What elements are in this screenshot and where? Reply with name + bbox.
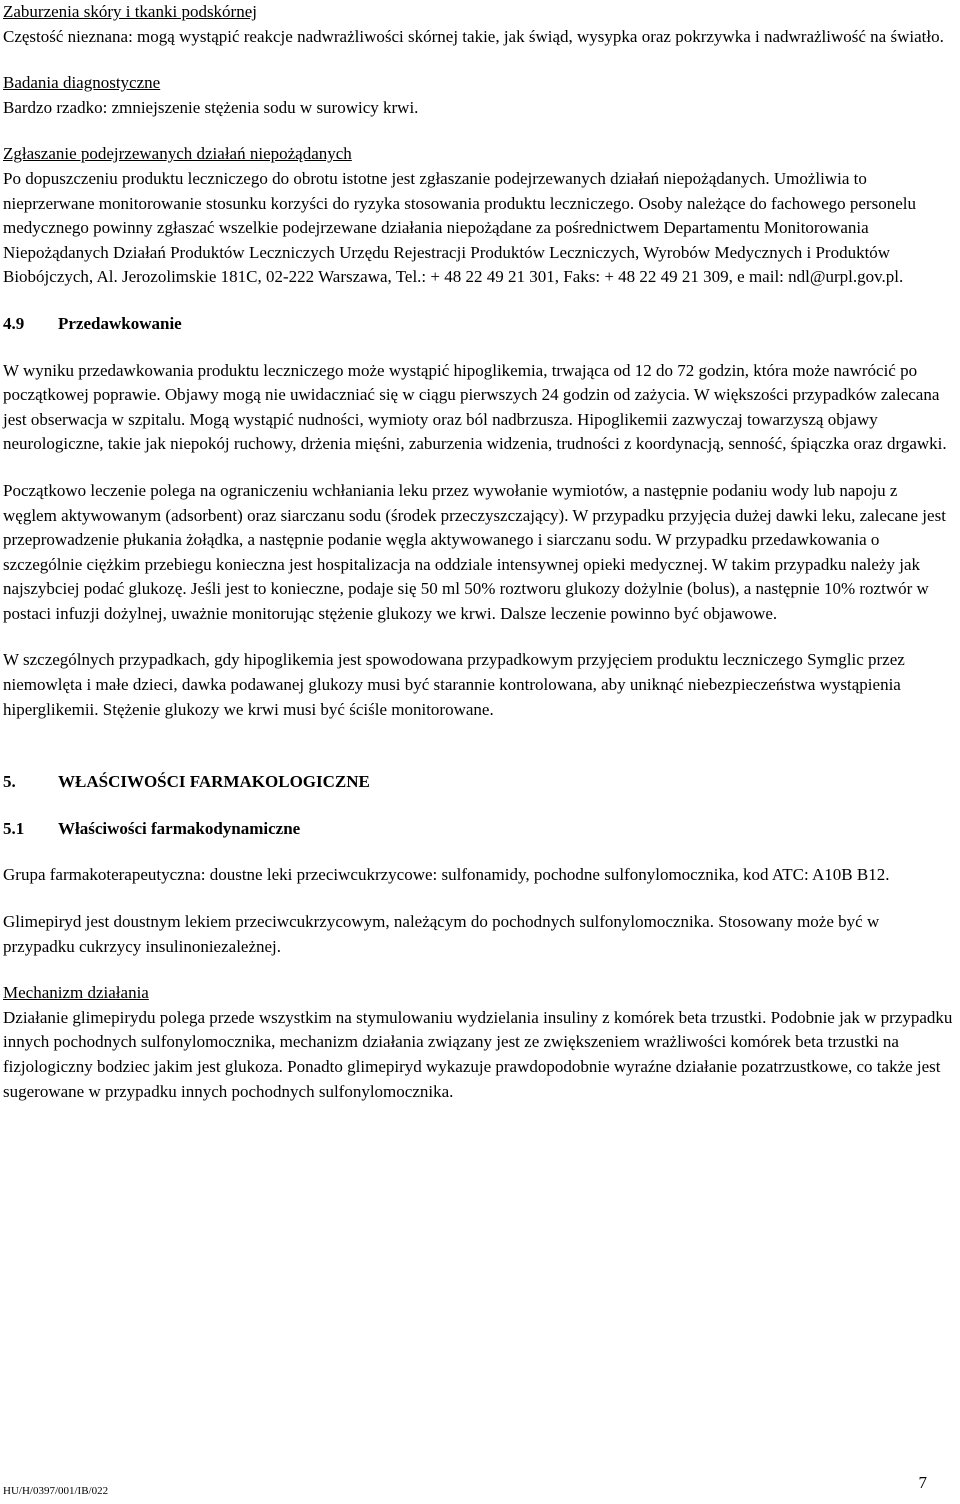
skin-disorders-text: Częstość nieznana: mogą wystąpić reakcje nadwrażliwości skórnej takie, jak świąd, wysypka oraz pokrzywka i nadwrażliwość na światło.	[3, 26, 944, 46]
document-page	[3, 0, 955, 1104]
pharmacodynamic-paragraph-1: Grupa farmakoterapeutyczna: doustne leki przeciwcukrzycowe: sulfonamidy, pochodne sulfonylomocznika, kod ATC: A10B B12.	[3, 865, 890, 885]
overdose-paragraph-2: Początkowo leczenie polega na ograniczeniu wchłaniania leku przez wywołanie wymiotów, a następnie podaniu wody lub napoju z węglem aktywowanym (adsorbent) oraz siarczanu sodu (środek przeczyszczający). W przypadku przyjęcia dużej dawki leku, zalecane jest przeprowadzenie płukania żołądka, a następnie podanie węgla aktywowanego i siarczanu sodu. W przypadku przedawkowania o szczególnie ciężkim przebiegu konieczna jest hospitalizacja na oddziale intensywnej opieki medycznej. W takim przypadku należy jak najszybciej podać glukozę. Jeśli jest to konieczne, podaje się 50 ml 50% roztworu glukozy dożylnie (bolus), a następnie 10% roztwór w postaci infuzji dożylnej, uważnie monitorując stężenie glukozy we krwi. Dalsze leczenie powinno być objawowe.	[3, 480, 946, 623]
section-title: Przedawkowanie	[58, 313, 182, 333]
section-title: Właściwości farmakodynamiczne	[58, 818, 301, 838]
skin-disorders-heading: Zaburzenia skóry i tkanki podskórnej	[3, 2, 257, 21]
section-5-1-heading	[3, 817, 955, 842]
section-number: 5.1	[3, 818, 25, 838]
section-5-heading	[3, 770, 955, 795]
diagnostics-heading: Badania diagnostyczne	[3, 73, 161, 93]
overdose-paragraph-1: W wyniku przedawkowania produktu leczniczego może wystąpić hipoglikemia, trwająca od 12 do 72 godzin, która może nawrócić po początkowej poprawie. Objawy mogą nie uwidaczniać się w ciągu pierwszych 24 godzin od zażycia. W większości przypadków zalecana jest obserwacja w szpitalu. Mogą wystąpić nudności, wymioty oraz ból nadbrzusza. Hipoglikemii zazwyczaj towarzyszą objawy neurologiczne, takie jak niepokój ruchowy, drżenia mięśni, zaburzenia widzenia, trudności z koordynacją, senność, śpiączka oraz drgawki.	[3, 360, 947, 454]
overdose-paragraph-3: W szczególnych przypadkach, gdy hipoglikemia jest spowodowana przypadkowym przyjęciem produktu leczniczego Symglic przez niemowlęta i małe dzieci, dawka podawanej glukozy musi być starannie kontrolowana, aby uniknąć niebezpieczeństwa wystąpienia hiperglikemii. Stężenie glukozy we krwi musi być ściśle monitorowane.	[3, 650, 905, 719]
mechanism-text: Działanie glimepirydu polega przede wszystkim na stymulowaniu wydzielania insuliny z komórek beta trzustki. Podobnie jak w przypadku innych pochodnych sulfonylomocznika, mechanizm działania związany jest ze zwiększeniem wrażliwości komórek beta trzustki na fizjologiczny bodziec jakim jest glukoza. Ponadto glimepiryd wykazuje prawdopodobnie wyraźne działanie pozatrzustkowe, co także jest sugerowane w przypadku innych pochodnych sulfonylomocznika.	[3, 1007, 953, 1101]
section-number: 4.9	[3, 313, 25, 333]
reporting-text: Po dopuszczeniu produktu leczniczego do obrotu istotne jest zgłaszanie podejrzewanych działań niepożądanych. Umożliwia to nieprzerwane monitorowanie stosunku korzyści do ryzyka stosowania produktu leczniczego. Osoby należące do fachowego personelu medycznego powinny zgłaszać wszelkie podejrzewane działania niepożądane za pośrednictwem Departamentu Monitorowania Niepożądanych Działań Produktów Leczniczych Urzędu Rejestracji Produktów Leczniczych, Wyrobów Medycznych i Produktów Biobójczych, Al. Jerozolimskie 181C, 02-222 Warszawa, Tel.: + 48 22 49 21 301, Faks: + 48 22 49 21 309, e mail: ndl@urpl.gov.pl.	[3, 168, 916, 287]
pharmacodynamic-paragraph-2: Glimepiryd jest doustnym lekiem przeciwcukrzycowym, należącym do pochodnych sulfonylomocznika. Stosowany może być w przypadku cukrzycy insulinoniezależnej.	[3, 912, 880, 956]
reporting-heading: Zgłaszanie podejrzewanych działań niepożądanych	[3, 144, 352, 164]
diagnostics-text: Bardzo rzadko: zmniejszenie stężenia sodu w surowicy krwi.	[3, 97, 419, 117]
mechanism-heading: Mechanizm działania	[3, 983, 149, 1003]
page-number: 7	[918, 1473, 927, 1492]
document-code: HU/H/0397/001/IB/022	[3, 1485, 109, 1497]
section-number: 5.	[3, 772, 16, 792]
section-4-9-heading	[3, 312, 955, 337]
section-title: WŁAŚCIWOŚCI FARMAKOLOGICZNE	[58, 772, 370, 792]
